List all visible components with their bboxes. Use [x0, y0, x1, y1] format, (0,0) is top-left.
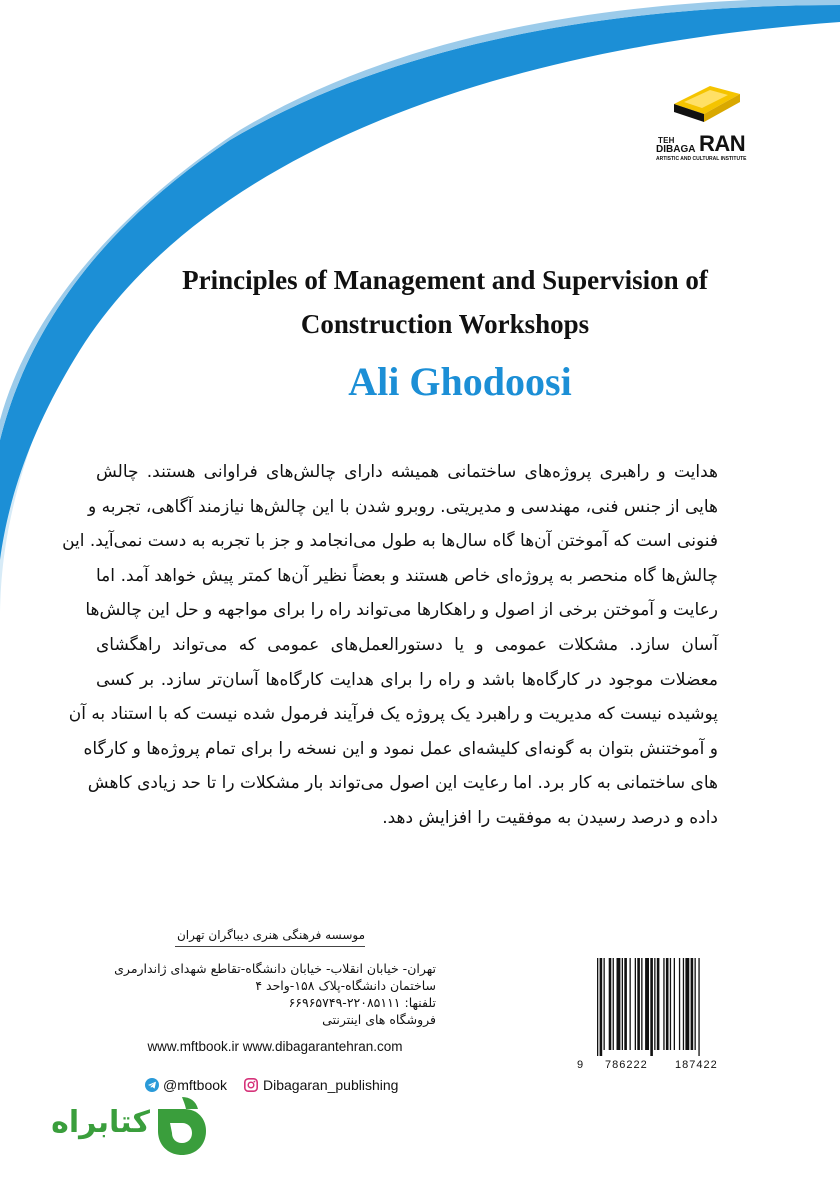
- barcode-bar: [663, 958, 664, 1050]
- barcode-bar: [622, 958, 623, 1050]
- barcode-bar: [624, 958, 627, 1050]
- barcode-bar: [645, 958, 649, 1050]
- blurb-line: آسان سازد. مشکلات عمومی و یا دستورالعمل‌های عمومی که می‌تواند راهگشای: [96, 634, 718, 655]
- barcode-bar: [674, 958, 675, 1050]
- logo-teh: TEH: [658, 136, 675, 145]
- barcode-bar: [600, 958, 603, 1056]
- blurb-line: و آموختنش بتوان به گونه‌ای کلیشه‌ای عمل نمود و این نسخه را برای تمام پروژه‌ها و کارگاه: [83, 738, 718, 759]
- barcode-bar: [635, 958, 636, 1050]
- ketabrah-book-icon: [150, 1095, 210, 1157]
- barcode-prefix: 9: [577, 1059, 584, 1071]
- barcode-bar: [679, 958, 680, 1050]
- book-title-line: Construction Workshops: [300, 309, 590, 339]
- logo-dibaga: DIBAGA: [656, 144, 696, 155]
- barcode-bar: [683, 958, 684, 1050]
- blurb-line: های ساختمانی به کار برد. اما رعایت این اصول می‌تواند بار مشکلات را تا حد زیادی کاهش: [87, 773, 718, 794]
- dibagaran-logo: [652, 82, 762, 172]
- barcode-bar: [685, 958, 689, 1050]
- ketabrah-wordmark: کتابراه: [51, 1105, 150, 1140]
- barcode-bar: [650, 958, 653, 1056]
- book-title: [140, 258, 750, 346]
- phone-line: تلفنها: ۲۲۰۸۵۱۱۱-۶۶۹۶۵۷۴۹: [288, 995, 436, 1010]
- telegram-icon[interactable]: [145, 1078, 159, 1092]
- telegram-handle[interactable]: @mftbook: [163, 1077, 228, 1093]
- online-stores-label: فروشگاه های اینترنتی: [322, 1012, 436, 1027]
- barcode-bar: [670, 958, 671, 1050]
- barcode-digits-left: 786222: [605, 1059, 648, 1071]
- barcode-bar: [691, 958, 694, 1050]
- publisher-address: [96, 960, 436, 1028]
- website-links[interactable]: www.mftbook.ir www.dibagarantehran.com: [147, 1039, 403, 1054]
- blurb-line: پوشیده نیست که مدیریت و راهبرد یک پروژه یک فرآیند فرمول شده نیست که با استناد به آن: [68, 704, 718, 725]
- blurb-line: داده و درصد رسیدن به موفقیت را افزایش دهد.: [382, 807, 718, 828]
- barcode-bar: [604, 958, 605, 1050]
- blurb-line: رعایت و آموختن برخی از اصول و راهکارها می‌تواند راه را برای مواجهه و حل این چالش‌ها: [85, 600, 718, 621]
- barcode-bar: [657, 958, 660, 1050]
- author-name: Ali Ghodoosi: [348, 359, 572, 404]
- blurb-line: هایی از جنس فنی، مهندسی و مدیریتی. روبرو شدن با این چالش‌ها نیازمند آگاهی، تجربه و: [87, 496, 718, 517]
- book-title-line: Principles of Management and Supervision of: [182, 265, 708, 295]
- logo-subtitle: ARTISTIC AND CULTURAL INSTITUTE: [656, 156, 747, 162]
- barcode-bar: [609, 958, 612, 1050]
- blurb-line: معضلات موجود در کارگاه‌ها باشد و راه را برای هدایت کارگاه‌ها آسان‌تر سازد. بر کسی: [96, 669, 718, 690]
- barcode-bar: [613, 958, 614, 1050]
- isbn-barcode: [577, 958, 739, 1078]
- ketabrah-logo: [38, 1095, 218, 1165]
- blurb-line: هدایت و راهبری پروژه‌های ساختمانی همیشه دارای چالش‌های فراوانی هستند. چالش: [96, 462, 718, 482]
- logo-mark-icon: [670, 82, 742, 127]
- barcode-bar: [654, 958, 655, 1050]
- blurb-paragraph: [62, 455, 718, 836]
- barcode-bar: [641, 958, 642, 1050]
- publisher-name: موسسه فرهنگی هنری دیباگران تهران: [175, 928, 365, 947]
- barcode-bar: [617, 958, 621, 1050]
- instagram-icon[interactable]: [244, 1078, 258, 1092]
- barcode-digits-right: 187422: [675, 1059, 718, 1071]
- address-line: ساختمان دانشگاه-پلاک ۱۵۸-واحد ۴: [255, 978, 436, 993]
- blurb-line: فنونی است که آموختن آن‌ها گاه سال‌ها به طول می‌انجامد و جز با تجربه به دست نمی‌آید. این: [62, 531, 718, 552]
- barcode-bar: [637, 958, 640, 1050]
- barcode-bars: [595, 958, 739, 1056]
- barcode-bar: [666, 958, 669, 1050]
- barcode-bar: [630, 958, 631, 1050]
- instagram-handle[interactable]: Dibagaran_publishing: [263, 1077, 399, 1093]
- blurb-line: چالش‌ها گاه منحصر به پروژه‌ای خاص هستند و بعضاً نظیر آن‌ها کمتر پیش خواهد آمد. اما: [96, 565, 718, 586]
- logo-ran: RAN: [699, 131, 746, 156]
- address-line: تهران- خیابان انقلاب- خیابان دانشگاه-تقاطع شهدای ژاندارمری: [114, 961, 436, 976]
- barcode-bar: [698, 958, 699, 1056]
- barcode-bar: [597, 958, 598, 1056]
- barcode-bar: [695, 958, 696, 1050]
